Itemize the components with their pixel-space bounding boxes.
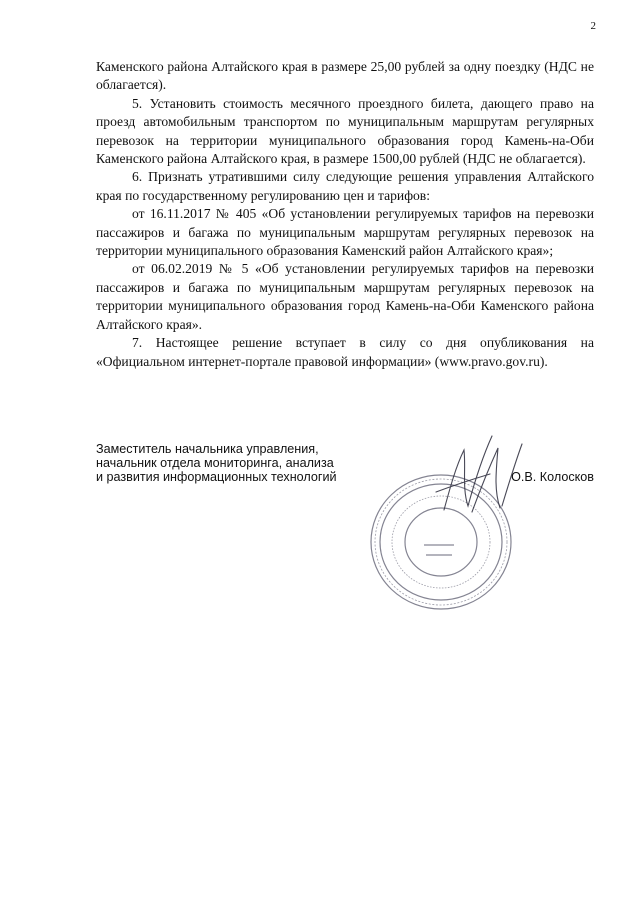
signer-position-line-1: Заместитель начальника управления, bbox=[96, 442, 319, 456]
paragraph-item-6: 6. Признать утратившими силу следующие решения управления Алтайского края по государственному регулированию цен и тарифов: bbox=[96, 169, 594, 203]
signer-position-line-3: и развития информационных технологий bbox=[96, 470, 337, 484]
paragraph-item-5: 5. Установить стоимость месячного проездного билета, дающего право на проезд автомобильным транспортом по муниципальным маршрутам регулярных перевозок на территории муниципального образования город Камень-на-Оби Каменского района Алтайского края, в размере 1500,00 рублей (НДС не облагается). bbox=[96, 95, 594, 167]
paragraph-continuation: Каменского района Алтайского края в размере 25,00 рублей за одну поездку (НДС не облагается). bbox=[96, 59, 594, 93]
document-body bbox=[96, 58, 594, 371]
paragraph-repealed-decision-1: от 16.11.2017 № 405 «Об установлении регулируемых тарифов на перевозки пассажиров и багажа по муниципальным маршрутам регулярных перевозок на территории муниципального образования Каменский район Алтайского края»; bbox=[96, 206, 594, 259]
signer-name: О.В. Колосков bbox=[511, 470, 594, 484]
signer-position bbox=[96, 442, 337, 484]
signature-block bbox=[96, 442, 594, 612]
paragraph-item-7: 7. Настоящее решение вступает в силу со дня опубликования на «Официальном интернет-портале правовой информации» (www.pravo.gov.ru). bbox=[96, 335, 594, 369]
page-number: 2 bbox=[590, 20, 596, 32]
signer-position-line-2: начальник отдела мониторинга, анализа bbox=[96, 456, 334, 470]
paragraph-repealed-decision-2: от 06.02.2019 № 5 «Об установлении регулируемых тарифов на перевозки пассажиров и багажа по муниципальным маршрутам регулярных перевозок на территории муниципального образования город Камень-на-Оби Каменского района Алтайского края». bbox=[96, 261, 594, 332]
